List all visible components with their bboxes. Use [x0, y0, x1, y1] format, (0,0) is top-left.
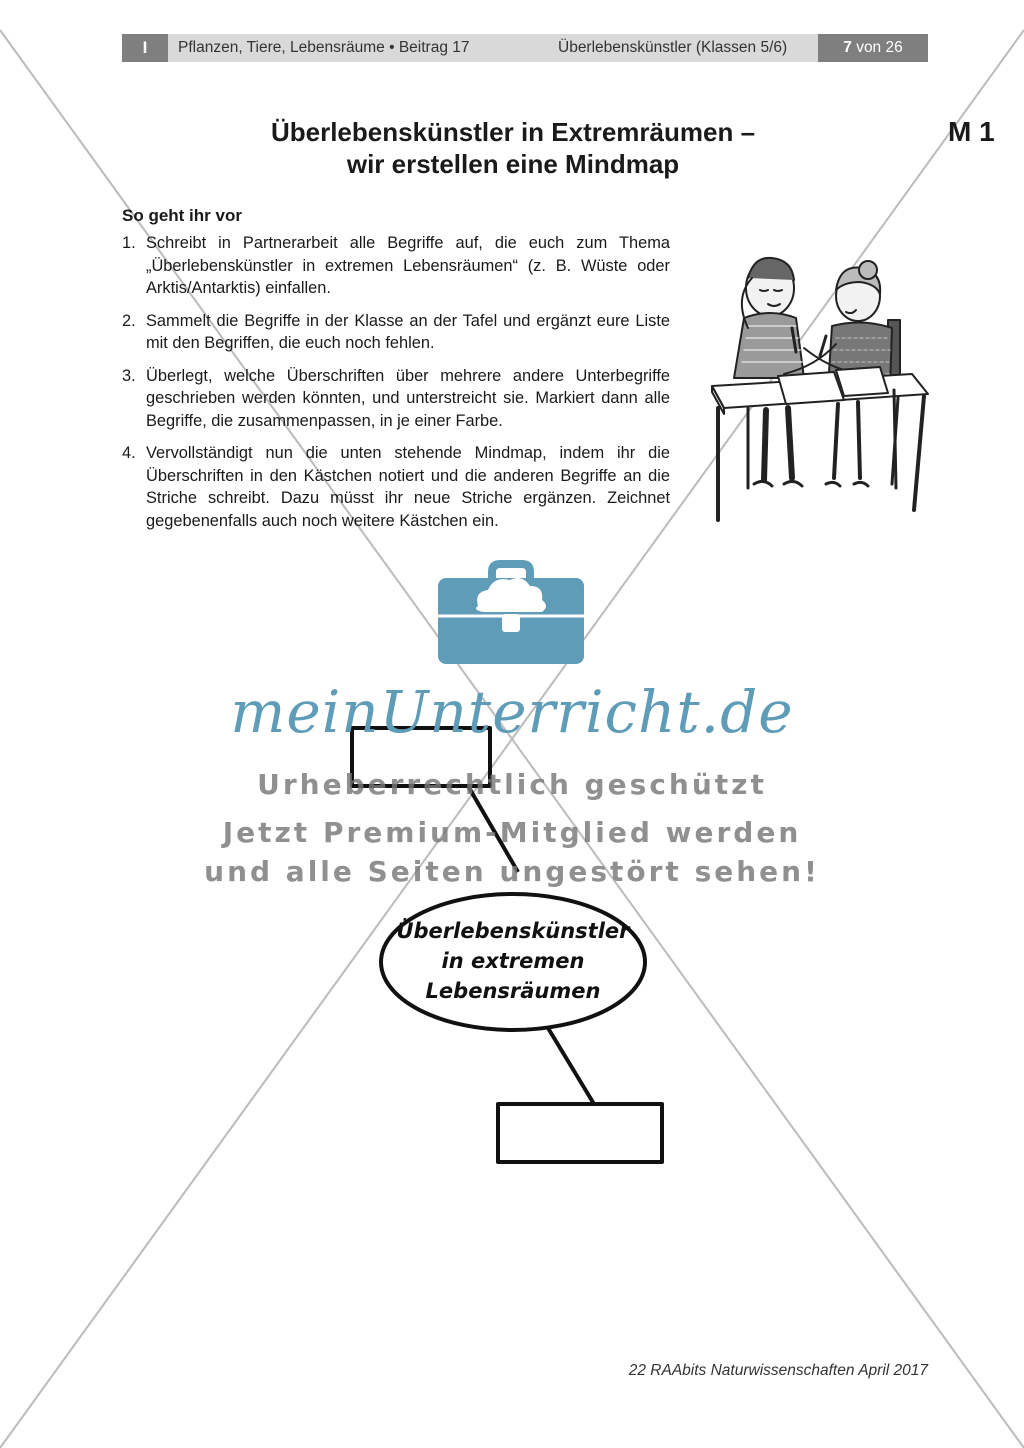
page-footer: 22 RAAbits Naturwissenschaften April 2017: [628, 1362, 928, 1379]
watermark-premium: Jetzt Premium-Mitglied werden: [222, 816, 802, 849]
title-line-2: wir erstellen eine Mindmap: [346, 149, 680, 179]
header-unit: Überlebenskünstler (Klassen 5/6): [558, 39, 788, 56]
step-text: Sammelt die Begriffe in der Klasse an der Tafel und ergänzt eure Liste mit den Begriffen, die euch noch fehlen.: [146, 311, 670, 352]
step-number: 3.: [122, 366, 136, 385]
mindmap-bottom-box: [498, 1104, 662, 1162]
page-number: 7: [843, 39, 852, 56]
mindmap-bottom-connector: [548, 1028, 594, 1104]
step-number: 1.: [122, 234, 136, 252]
step-text: Vervollständigt nun die unten stehende Mindmap, indem ihr die Überschriften in den Kästchen notiert und die anderen Begriffe an die Striche schreibt. Dazu müsst ihr neue Striche ergänzen. Zeichnet gegebenenfalls auch noch weitere Kästchen ein.: [146, 444, 670, 530]
step-number: 4.: [122, 444, 136, 462]
step-text: Überlegt, welche Überschriften über mehrere andere Unterbegriffe geschrieben werden könnten, und unterstreicht sie. Markiert dann alle Begriffe, die zusammenpassen, in je einer Farbe.: [146, 366, 670, 430]
header-topic: Pflanzen, Tiere, Lebensräume • Beitrag 17: [178, 39, 470, 56]
watermark-logo: meinUnterricht.de: [230, 678, 794, 746]
instructions-heading: So geht ihr vor: [122, 206, 242, 225]
page-total: von 26: [856, 39, 903, 56]
center-line-1: Überlebenskünstler: [396, 919, 630, 943]
center-line-2: in extremen: [441, 949, 585, 973]
step-text: Schreibt in Partnerarbeit alle Begriffe auf, die euch zum Thema „Überlebenskünstler in extremen Lebensräumen“ (z. B. Wüste oder Arktis/Antarktis) einfallen.: [146, 234, 670, 297]
mindmap-center-text: [388, 916, 638, 1006]
watermark-cta: und alle Seiten ungestört sehen!: [204, 855, 820, 888]
center-line-3: Lebensräumen: [425, 979, 601, 1003]
material-label: M 1: [948, 116, 995, 147]
step-number: 2.: [122, 311, 136, 330]
title-line-1: Überlebenskünstler in Extremräumen –: [270, 117, 756, 147]
section-badge: I: [122, 34, 168, 62]
watermark-copyright: Urheberrechtlich geschützt: [257, 768, 767, 801]
